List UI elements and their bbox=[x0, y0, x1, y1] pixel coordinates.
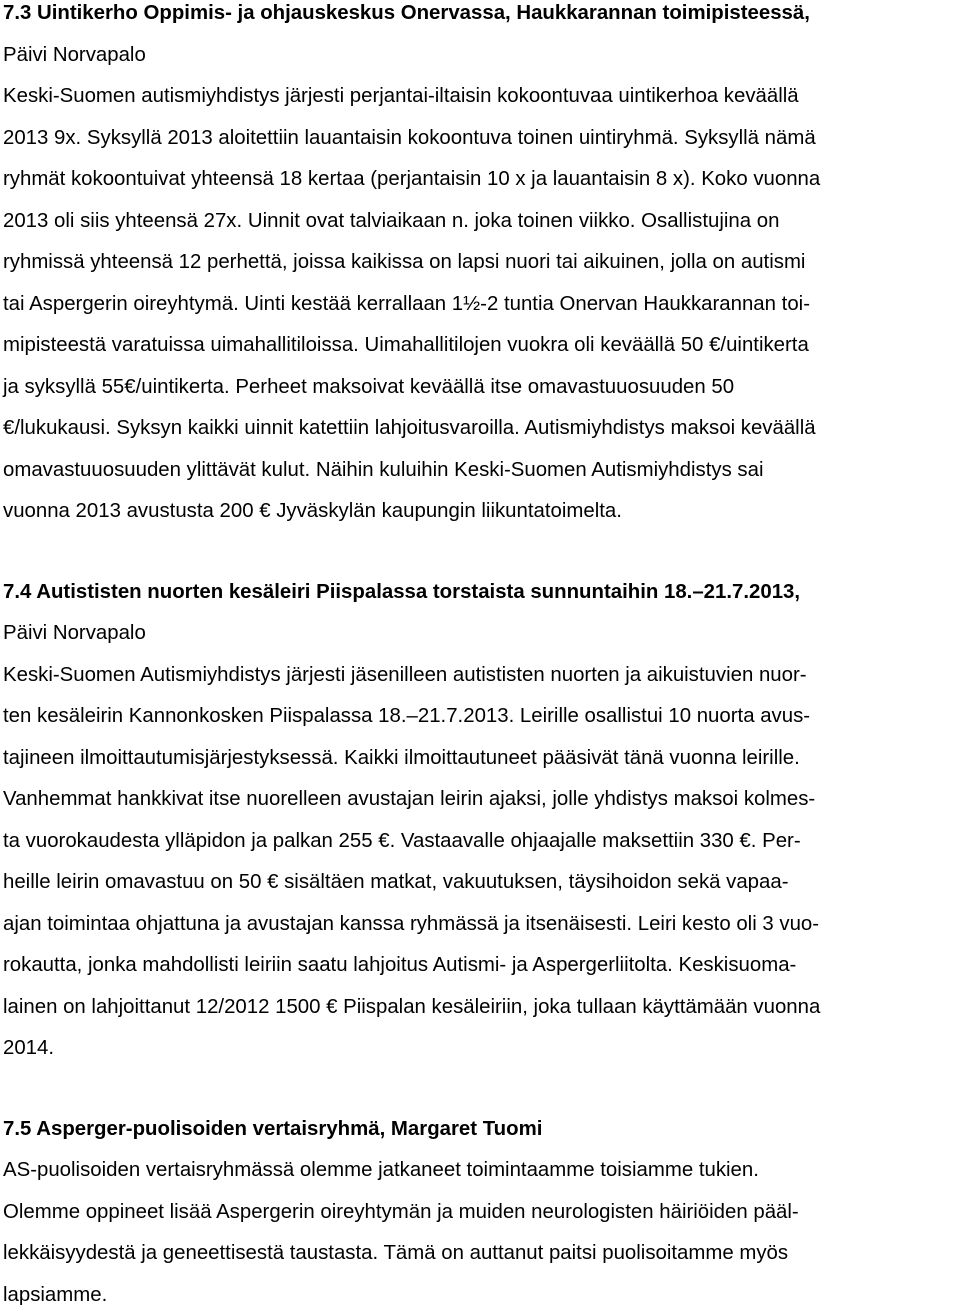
body-line: lapsiamme. bbox=[3, 1275, 954, 1316]
section-heading: 7.5 Asperger-puolisoiden vertaisryhmä, Margaret Tuomi bbox=[3, 1109, 954, 1151]
body-line: lainen on lahjoittanut 12/2012 1500 € Piispalan kesäleiriin, joka tullaan käyttämään vuonna bbox=[3, 987, 954, 1029]
body-line: 2013 oli siis yhteensä 27x. Uinnit ovat talviaikaan n. joka toinen viikko. Osallistujina on bbox=[3, 201, 954, 243]
section-heading: 7.4 Autististen nuorten kesäleiri Piispalassa torstaista sunnuntaihin 18.–21.7.2013, bbox=[3, 572, 954, 614]
section-author: Päivi Norvapalo bbox=[3, 613, 954, 655]
body-line: Vanhemmat hankkivat itse nuorelleen avustajan leirin ajaksi, jolle yhdistys maksoi kolmes- bbox=[3, 779, 954, 821]
body-line: 2014. bbox=[3, 1028, 954, 1070]
body-line: ta vuorokaudesta ylläpidon ja palkan 255 €. Vastaavalle ohjaajalle maksettiin 330 €. Per- bbox=[3, 821, 954, 863]
body-line: Olemme oppineet lisää Aspergerin oireyhtymän ja muiden neurologisten häiriöiden pääl- bbox=[3, 1192, 954, 1234]
body-line: ja syksyllä 55€/uintikerta. Perheet maksoivat keväällä itse omavastuuosuuden 50 bbox=[3, 367, 954, 409]
body-line: heille leirin omavastuu on 50 € sisältäen matkat, vakuutuksen, täysihoidon sekä vapaa- bbox=[3, 862, 954, 904]
body-line: ten kesäleirin Kannonkosken Piispalassa 18.–21.7.2013. Leirille osallistui 10 nuorta avus- bbox=[3, 696, 954, 738]
body-line: 2013 9x. Syksyllä 2013 aloitettiin lauantaisin kokoontuva toinen uintiryhmä. Syksyllä nämä bbox=[3, 118, 954, 160]
body-line: omavastuuosuuden ylittävät kulut. Näihin kuluihin Keski-Suomen Autismiyhdistys sai bbox=[3, 450, 954, 492]
body-line: ajan toimintaa ohjattuna ja avustajan kanssa ryhmässä ja itsenäisesti. Leiri kesto oli 3 vuo- bbox=[3, 904, 954, 946]
body-line: €/lukukausi. Syksyn kaikki uinnit katettiin lahjoitusvaroilla. Autismiyhdistys maksoi keväällä bbox=[3, 408, 954, 450]
section-7-3 bbox=[3, 0, 954, 533]
section-author: Päivi Norvapalo bbox=[3, 35, 954, 77]
body-line: tai Aspergerin oireyhtymä. Uinti kestää kerrallaan 1½-2 tuntia Onervan Haukkarannan toi- bbox=[3, 284, 954, 326]
body-line: lekkäisyydestä ja geneettisestä taustasta. Tämä on auttanut paitsi puolisoitamme myös bbox=[3, 1233, 954, 1275]
body-line: vuonna 2013 avustusta 200 € Jyväskylän kaupungin liikuntatoimelta. bbox=[3, 491, 954, 533]
section-spacer bbox=[3, 1070, 954, 1109]
section-heading: 7.3 Uintikerho Oppimis- ja ohjauskeskus Onervassa, Haukkarannan toimipisteessä, bbox=[3, 0, 954, 35]
body-line: rokautta, jonka mahdollisti leiriin saatu lahjoitus Autismi- ja Aspergerliitolta. Keskisuoma- bbox=[3, 945, 954, 987]
body-line: AS-puolisoiden vertaisryhmässä olemme jatkaneet toimintaamme toisiamme tukien. bbox=[3, 1150, 954, 1192]
body-line: Keski-Suomen Autismiyhdistys järjesti jäsenilleen autististen nuorten ja aikuistuvien nuor- bbox=[3, 655, 954, 697]
body-line: ryhmissä yhteensä 12 perhettä, joissa kaikissa on lapsi nuori tai aikuinen, jolla on autismi bbox=[3, 242, 954, 284]
section-7-5 bbox=[3, 1109, 954, 1316]
section-7-4 bbox=[3, 572, 954, 1070]
body-line: ryhmät kokoontuivat yhteensä 18 kertaa (perjantaisin 10 x ja lauantaisin 8 x). Koko vuonna bbox=[3, 159, 954, 201]
body-line: tajineen ilmoittautumisjärjestyksessä. Kaikki ilmoittautuneet pääsivät tänä vuonna leirille. bbox=[3, 738, 954, 780]
body-line: Keski-Suomen autismiyhdistys järjesti perjantai-iltaisin kokoontuvaa uintikerhoa keväällä bbox=[3, 76, 954, 118]
section-spacer bbox=[3, 533, 954, 572]
body-line: mipisteestä varatuissa uimahallitiloissa. Uimahallitilojen vuokra oli keväällä 50 €/uintikerta bbox=[3, 325, 954, 367]
